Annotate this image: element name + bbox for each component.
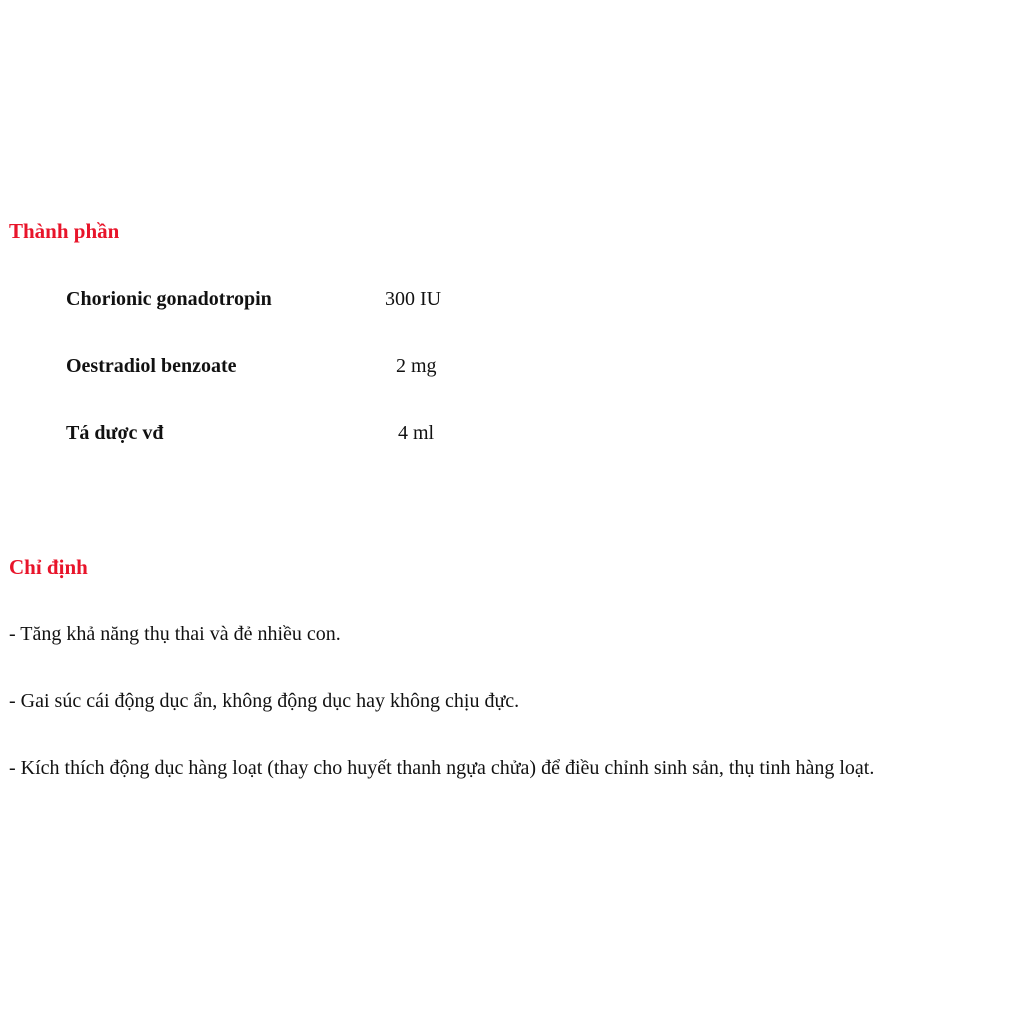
ingredient-amount: 2 mg xyxy=(396,355,437,377)
ingredient-name: Tá dược vđ xyxy=(66,422,164,444)
ingredient-name: Chorionic gonadotropin xyxy=(66,288,272,310)
ingredient-amount: 300 IU xyxy=(385,288,442,310)
ingredient-name: Oestradiol benzoate xyxy=(66,355,237,377)
ingredient-amount: 4 ml xyxy=(398,422,435,444)
indication-item: - Kích thích động dục hàng loạt (thay cho huyết thanh ngựa chửa) để điều chỉnh sinh sản, thụ tinh hàng loạt. xyxy=(9,757,875,779)
indication-item: - Gai súc cái động dục ẩn, không động dục hay không chịu đực. xyxy=(9,690,520,712)
indications-heading: Chỉ định xyxy=(9,555,88,579)
indication-item: - Tăng khả năng thụ thai và đẻ nhiều con. xyxy=(9,623,341,645)
composition-heading: Thành phần xyxy=(9,219,120,243)
